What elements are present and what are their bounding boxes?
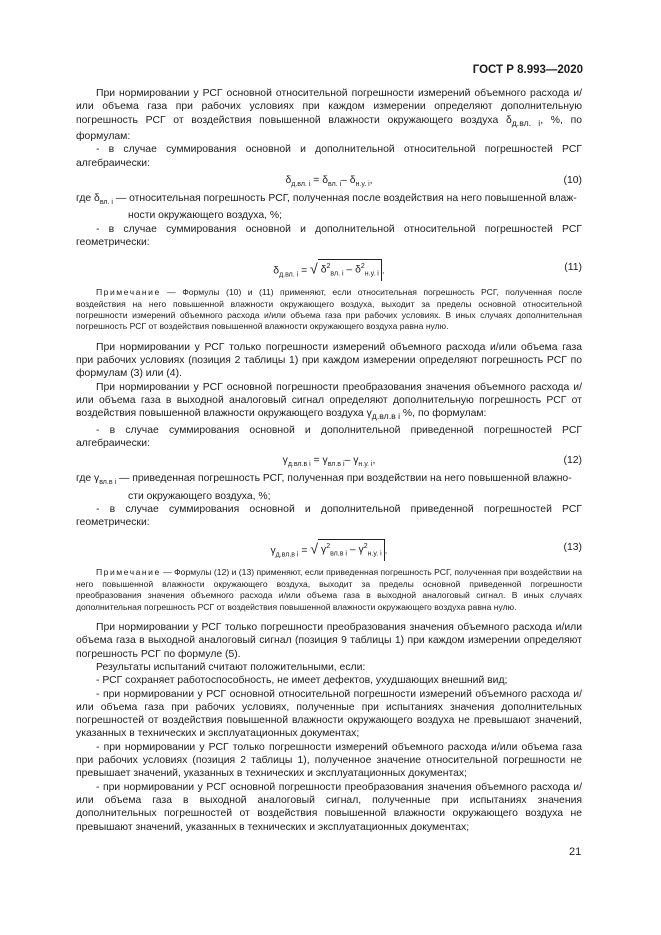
formula-number: (12) [563, 455, 582, 467]
paragraph: При нормировании у РСГ только погрешности измерений объемного расхода и/или объема газа при рабочих условиях (позиция 2 таблицы 1) при каждом измерении определяют погрешность РСГ по формулам (3) или (4). [76, 341, 582, 380]
note: Примечание — Формулы (10) и (11) применяют, если относительная погрешность РСГ, полученная после воздействия на него повышенной влажности окружающего воздуха, выходит за пределы основной относительной погрешности измерений объемного расхода и/или объема газа при рабочих условиях. В иных случаях дополнительная погрешность РСГ от воздействия повышенной влажности окружающего воздуха равна нулю. [76, 287, 582, 332]
formula-number: (13) [563, 542, 582, 554]
where-clause: где $\gamma_{вл.в i}$ — приведенная погрешность РСГ, полученная при воздействии на него повышенной влажно- сти окружающего воздуха, %; [76, 473, 572, 502]
where-clause: где $\delta_{вл. i}$ — относительная погрешность РСГ, полученная после воздействия на него повышенной влаж- ности окружающего воздуха, %; [76, 192, 577, 222]
list-item: - РСГ сохраняет работоспособность, не имеет дефектов, ухудшающих внешний вид; [96, 675, 508, 687]
sqrt-icon: √ [310, 540, 319, 557]
paragraph: Результаты испытаний считают положительными, если: [96, 661, 366, 673]
paragraph: - в случае суммирования основной и дополнительной относительной погрешностей РСГ алгебраически: [76, 144, 582, 169]
paragraph: При нормировании у РСГ основной относительной погрешности измерений объемного расхода и/или объема газа при рабочих условиях при каждом измерении определяют дополнительную погрешность РСГ от воздействия повышенной влажности окружающего воздуха $\delta_{д.вл. i}$, %, по формулам: [76, 88, 582, 142]
note: Примечание — Формулы (12) и (13) применяют, если приведенная погрешность РСГ, полученная при воздействии на него повышенной влажности окружающего воздуха, выходит за пределы основной приведенной погрешности преобразования значения объемного расхода и/или объема газа в выходной аналоговый сигнал. В иных случаях дополнительная погрешность РСГ от воздействия повышенной влажности окружающего воздуха равна нулю. [76, 567, 582, 612]
list-item: - при нормировании у РСГ только погрешности измерений объемного расхода и/или объема газа при рабочих условиях (позиция 2 таблицы 1), полученное значение относительной погрешности не превышает значений, указанных в технических и эксплуатационных документах; [76, 741, 582, 780]
formula-10: $\delta_{д.вл. i} = \delta_{вл. i}-$ $\delta_{н.у. i}$, (10) [285, 174, 582, 188]
list-item: - при нормировании у РСГ основной погрешности преобразования значения объемного расхода и/или объема газа в выходной аналоговый сигнал, полученные при испытаниях значения дополнительных погрешностей от воздействия повышенной влажности окружающего воздуха не превышают значений, указанных в технических и эксплуатационных документах; [76, 781, 582, 833]
paragraph: - в случае суммирования основной и дополнительной относительной погрешностей РСГ геометрически: [76, 223, 582, 248]
formula-number: (10) [563, 174, 582, 186]
formula-11: $\delta_{д.вл. i}$ = √ $\delta^2_{вл. i} - \delta^2_{н.у. i}$ . (11) [76, 255, 582, 281]
formula-13: $\gamma_{д.вл.в i}$ = √ $\gamma^2_{вл.в i} - \gamma^2_{н.у. i}$ . (13) [76, 535, 582, 561]
standard-header: ГОСТ Р 8.993—2020 [472, 64, 583, 76]
paragraph: - в случае суммирования основной и дополнительной приведенной погрешностей РСГ геометрически: [76, 503, 582, 529]
page-number: 21 [569, 846, 582, 858]
paragraph: - в случае суммирования основной и дополнительной приведенной погрешностей РСГ алгебраически: [76, 424, 582, 449]
document-body [76, 87, 582, 834]
list-item: - при нормировании у РСГ основной относительной погрешности измерений объемного расхода и/или объема газа при рабочих условиях, полученные при испытаниях значения дополнительных погрешностей от воздействия повышенной влажности окружающего воздуха не превышают значений, указанных в технических и эксплуатационных документах; [76, 688, 582, 740]
formula-number: (11) [564, 262, 582, 274]
paragraph: При нормировании у РСГ основной погрешности преобразования значения объемного расхода и/или объема газа в выходной аналоговый сигнал определяют дополнительную погрешность РСГ от воздействия повышенной влажности окружающего воздуха $\gamma_{д.вл.в i}$ %, по формулам: [76, 381, 582, 422]
paragraph: При нормировании у РСГ только погрешности преобразования значения объемного расхода и/или объема газа в выходной аналоговый сигнал (позиция 9 таблицы 1) при каждом измерении определяют погрешность РСГ по формуле (5). [76, 622, 582, 660]
formula-12: $\gamma_{д.вл.в i} = \gamma_{вл.в i}-$ $\gamma_{н.у. i}$, (12) [282, 455, 582, 469]
sqrt-icon: √ [310, 260, 318, 277]
